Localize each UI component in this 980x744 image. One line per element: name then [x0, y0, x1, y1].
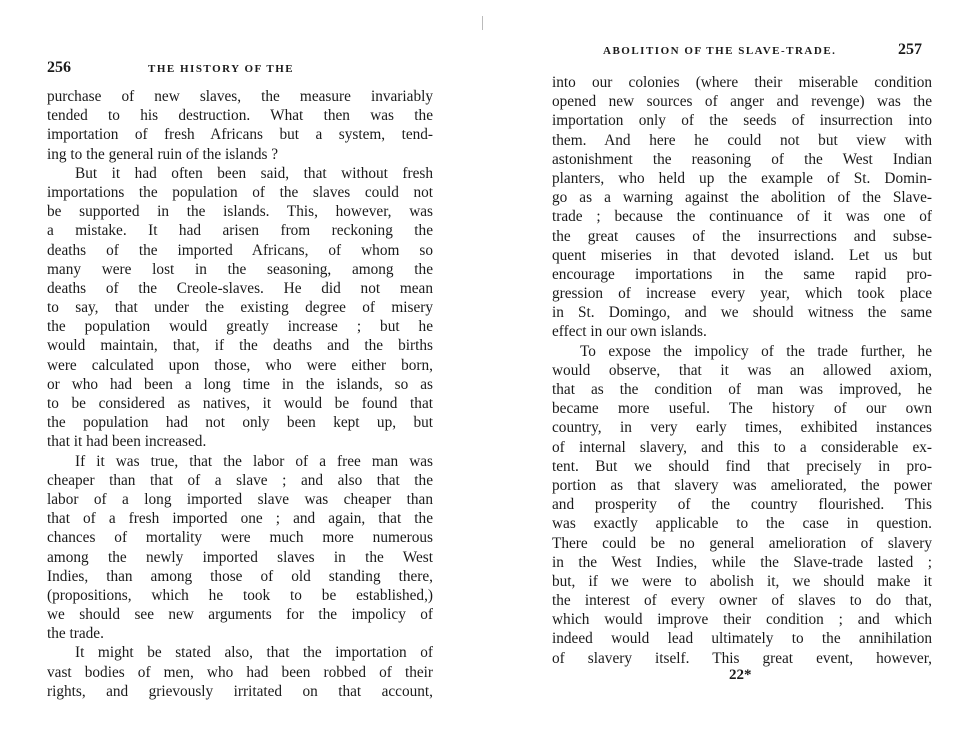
text-line: deaths of the imported Africans, of whom so	[47, 241, 433, 259]
text-line: labor of a long imported slave was cheaper than	[47, 490, 433, 508]
text-line: the population had not only been kept up, but	[47, 414, 433, 432]
text-line: If it was true, that the labor of a free man was	[75, 452, 433, 470]
text-line: planters, who held up the example of St. Domin-	[552, 169, 932, 187]
text-line: which would improve their condition ; and which	[552, 611, 932, 629]
text-line: that as the condition of man was improved, he	[552, 381, 932, 398]
text-line: many were lost in the seasoning, among the	[47, 260, 433, 278]
text-line: to say, that under the existing degree of misery	[47, 299, 433, 317]
text-line: It might be stated also, that the importation of	[75, 644, 433, 662]
text-line: effect in our own islands.	[552, 323, 707, 341]
text-line: of internal slavery, and this to a considerable ex-	[552, 438, 932, 456]
page-number: 257	[898, 41, 922, 58]
text-line: the interest of every owner of slaves to do that,	[552, 592, 932, 610]
text-line: opened new sources of anger and revenge) was the	[552, 93, 932, 111]
text-line: became more useful. The history of our own	[552, 400, 932, 418]
text-line: or who had been a long time in the islands, so as	[47, 375, 433, 393]
text-line: importation of fresh Africans but a system, tend-	[47, 126, 433, 144]
text-line: (propositions, which he took to be established,)	[47, 586, 433, 604]
body-text	[47, 87, 433, 701]
text-line: But it had often been said, that without fresh	[75, 164, 433, 182]
text-line: portion as that slavery was ameliorated, the power	[552, 476, 932, 494]
text-line: and prosperity of the country flourished. This	[552, 496, 932, 514]
text-line: in the West Indies, while the Slave-trade lasted ;	[552, 553, 932, 571]
running-head: ABOLITION OF THE SLAVE-TRADE.	[603, 45, 837, 57]
text-line: we should see new arguments for the impolicy of	[47, 606, 433, 624]
text-line: tended to his destruction. What then was the	[47, 107, 433, 125]
text-line: of slavery itself. This great event, however,	[552, 649, 932, 667]
text-line: a mistake. It had arisen from reckoning the	[47, 222, 433, 240]
text-line: the trade.	[47, 625, 104, 643]
text-line: in St. Domingo, and we should witness the same	[552, 304, 932, 322]
text-line: chances of mortality were much more numerous	[47, 529, 433, 547]
text-line: ing to the general ruin of the islands ?	[47, 145, 279, 163]
text-line: deaths of the Creole-slaves. He did not mean	[47, 279, 433, 297]
text-line: vast bodies of men, who had been robbed of their	[47, 663, 433, 681]
text-line: to be considered as natives, it would be found that	[47, 395, 433, 412]
text-line: encourage importations in the same rapid pro-	[552, 265, 932, 283]
text-line: into our colonies (where their miserable condition	[552, 74, 932, 91]
text-line: among the newly imported slaves in the West	[47, 548, 433, 566]
text-line: rights, and grievously irritated on that account,	[47, 682, 433, 700]
text-line: To expose the impolicy of the trade further, he	[580, 342, 932, 360]
text-line: cheaper than that of a slave ; and also that the	[47, 471, 433, 489]
text-line: importations the population of the slaves could not	[47, 183, 433, 201]
text-line: that of a fresh imported one ; and again, that the	[47, 510, 433, 528]
text-line: would observe, that it was an allowed axiom,	[552, 361, 932, 379]
text-line: that it had been increased.	[47, 433, 207, 451]
text-line: be supported in the islands. This, however, was	[47, 203, 433, 221]
page-number: 256	[47, 59, 71, 76]
text-line: but, if we were to abolish it, we should make it	[552, 572, 932, 590]
text-line: was exactly applicable to the case in question.	[552, 515, 932, 533]
text-line: were calculated upon those, who were either born,	[47, 356, 433, 374]
text-line: trade ; because the continuance of it was one of	[552, 208, 932, 226]
text-line: purchase of new slaves, the measure invariably	[47, 88, 433, 105]
text-line: go as a warning against the abolition of the Slave-	[552, 189, 932, 207]
text-line: astonishment the reasoning of the West Indian	[552, 150, 932, 168]
text-line: indeed would lead ultimately to the annihilation	[552, 630, 932, 648]
text-line: gression of increase every year, which took place	[552, 285, 932, 303]
text-line: quent miseries in that devoted island. Let us but	[552, 246, 932, 264]
text-line: the great causes of the insurrections and subse-	[552, 227, 932, 245]
body-text	[552, 73, 932, 668]
signature-mark: 22*	[729, 667, 752, 683]
text-line: the population would greatly increase ; but he	[47, 318, 433, 336]
text-line: would maintain, that, if the deaths and the births	[47, 337, 433, 355]
text-line: Indies, than among those of old standing there,	[47, 567, 433, 585]
text-line: them. And here he could not but view with	[552, 131, 932, 149]
running-head: THE HISTORY OF THE	[148, 63, 295, 75]
text-line: tent. But we should find that precisely in pro-	[552, 457, 932, 475]
text-line: There could be no general amelioration of slavery	[552, 534, 932, 552]
text-line: country, in very early times, exhibited instances	[552, 419, 932, 437]
right-page	[490, 0, 980, 744]
text-line: importation only of the seeds of insurrection into	[552, 112, 932, 130]
